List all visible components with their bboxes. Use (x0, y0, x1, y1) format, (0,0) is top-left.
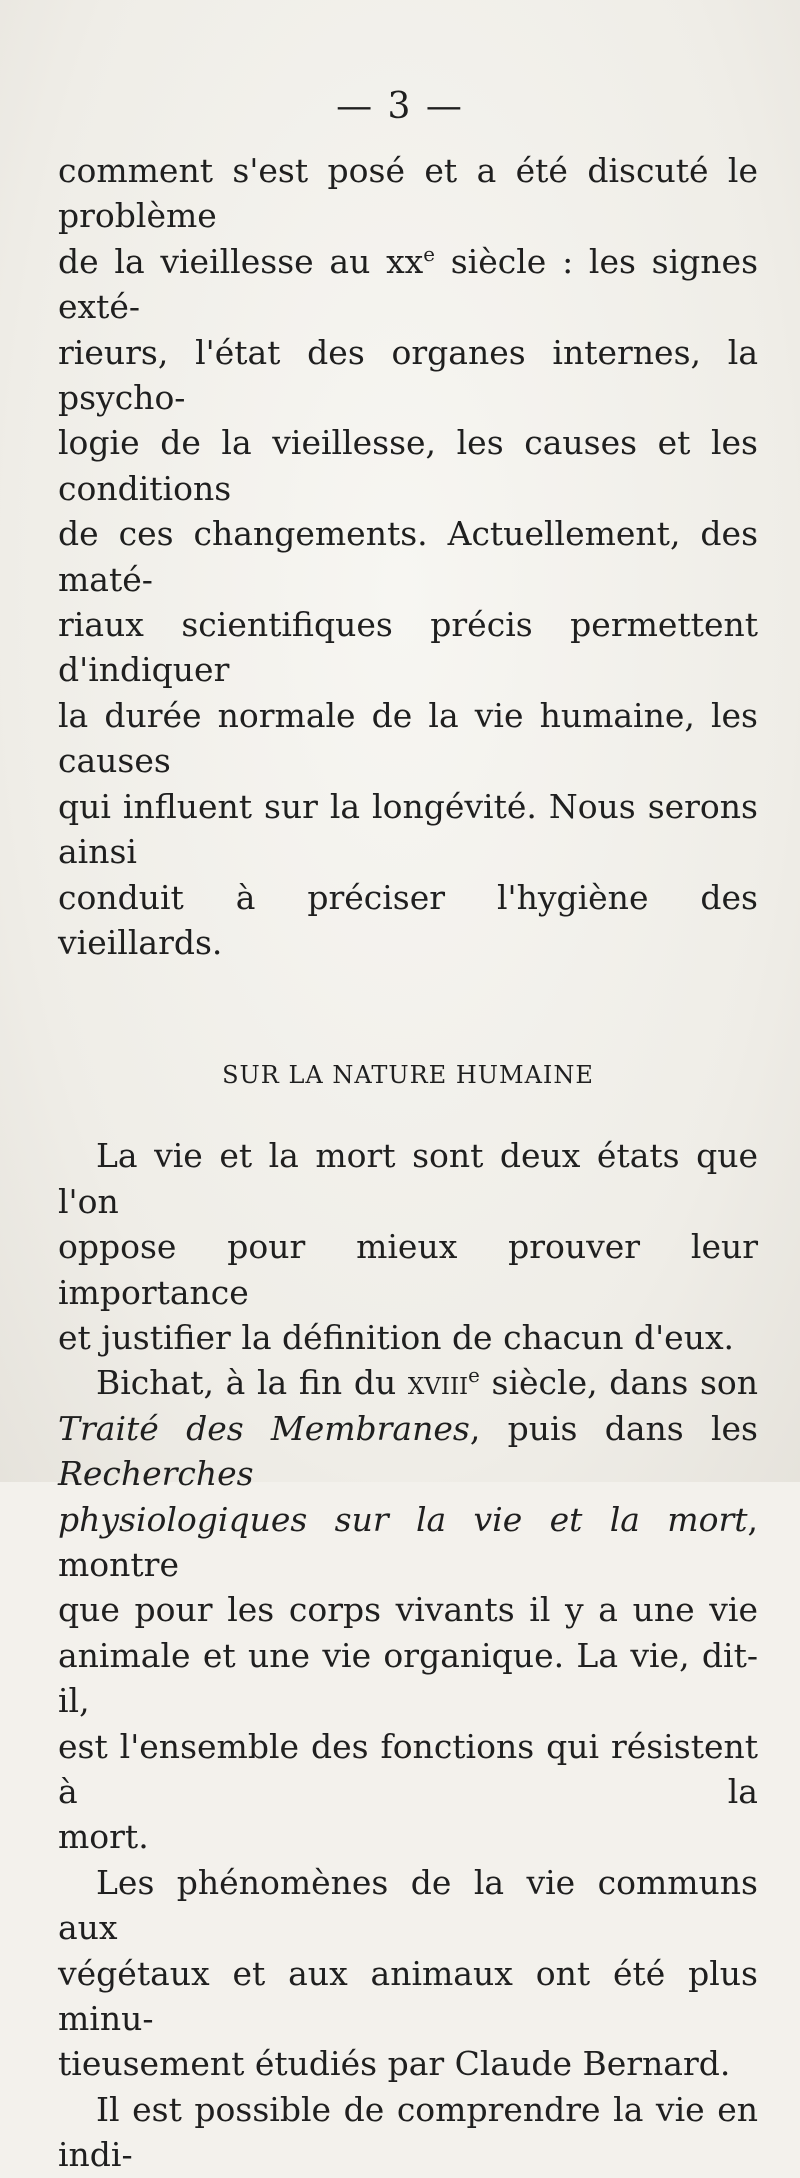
line-fragment: , puis dans les (469, 1408, 758, 1448)
italic-title: Recherches (58, 1454, 254, 1494)
italic-title: physiologiques sur la vie et la mort (58, 1499, 748, 1539)
text-line: la durée normale de la vie humaine, les causes (58, 695, 758, 781)
superscript: e (468, 1364, 480, 1388)
text-line: La vie et la mort sont deux états que l'on (58, 1136, 758, 1221)
text-line: Les phénomènes de la vie communs aux (58, 1862, 758, 1948)
text-line (58, 1497, 758, 1588)
italic-title: Traité des Membranes (58, 1408, 470, 1448)
text-line: riaux scientifiques précis permettent d'indiquer (58, 605, 758, 690)
line-fragment: xviii (407, 1363, 469, 1403)
text-line (58, 239, 758, 330)
paragraph (58, 1360, 758, 1859)
line-fragment: siècle, dans son (479, 1363, 758, 1403)
line-fragment: , montre (58, 1499, 758, 1584)
paragraph (58, 1860, 758, 2087)
text-line: est l'ensemble des fonctions qui résistent à la (58, 1726, 758, 1811)
text-line: rieurs, l'état des organes internes, la psycho- (58, 332, 758, 418)
page-number: — 3 — (336, 86, 464, 127)
paragraph (58, 1133, 758, 1360)
text-line (58, 1406, 758, 1497)
paragraph (58, 2087, 758, 2178)
text-line: animale et une vie organique. La vie, dit-il, (58, 1635, 758, 1721)
superscript: e (423, 242, 436, 266)
line-fragment: siècle : les signes exté- (58, 241, 759, 327)
text-line: conduit à préciser l'hygiène des vieillards. (58, 877, 758, 962)
text-line: de ces changements. Actuellement, des maté- (58, 514, 758, 599)
text-line: mort. (58, 1817, 149, 1857)
text-line (58, 1360, 758, 1405)
section-body (58, 1133, 758, 2177)
text-line: comment s'est posé et a été discuté le problème (58, 151, 758, 236)
text-line: et justifier la définition de chacun d'eux. (58, 1317, 735, 1357)
text-line: que pour les corps vivants il y a une vie (58, 1590, 758, 1630)
text-line: végétaux et aux animaux ont été plus minu- (58, 1953, 758, 2039)
text-line: Il est possible de comprendre la vie en indi- (58, 2089, 758, 2175)
section-heading: SUR LA NATURE HUMAINE (222, 1061, 594, 1090)
text-line: qui influent sur la longévité. Nous serons ainsi (58, 786, 758, 872)
opening-paragraph (58, 148, 758, 965)
text-line: oppose pour mieux prouver leur importance (58, 1227, 758, 1312)
line-fragment: Bichat, à la fin du (96, 1363, 408, 1403)
line-fragment: de la vieillesse au xx (58, 241, 424, 281)
text-line: logie de la vieillesse, les causes et les conditions (58, 423, 758, 508)
page-body (58, 148, 758, 2178)
text-line: tieusement étudiés par Claude Bernard. (58, 2044, 731, 2084)
